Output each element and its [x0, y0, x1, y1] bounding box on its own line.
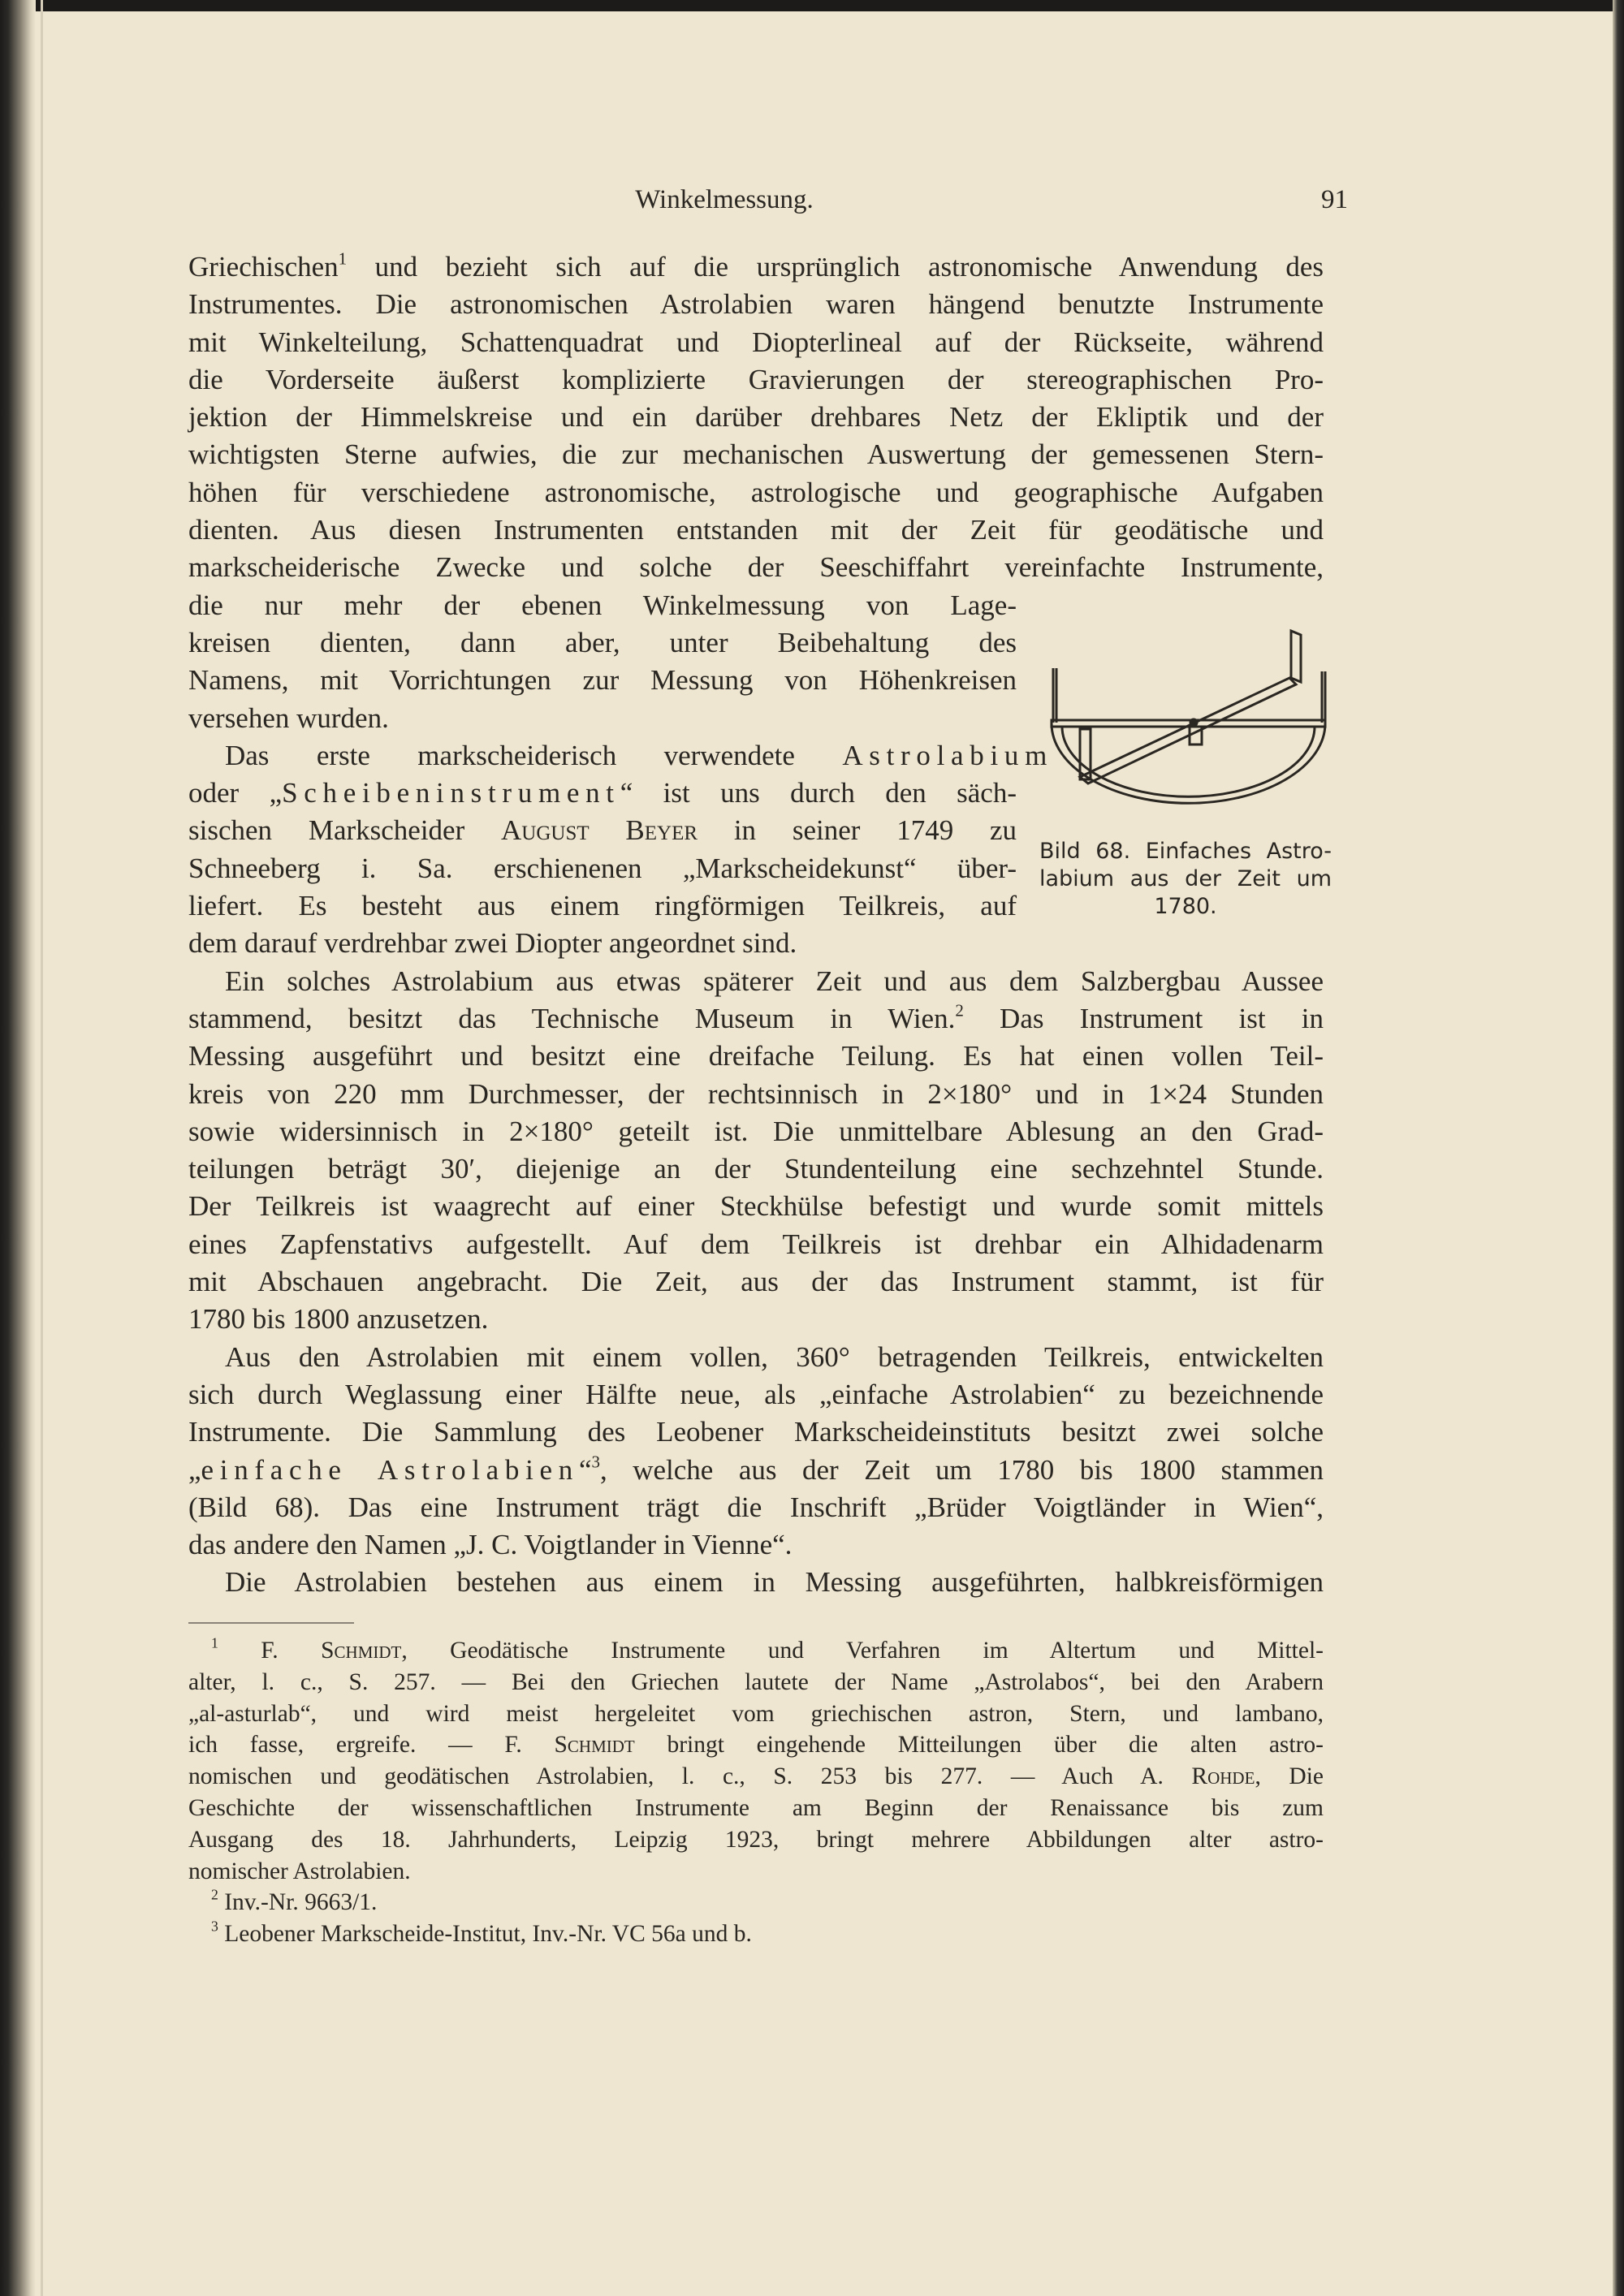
text-run: kreis von 220 mm Durchmesser, der rechtsinnisch in 2×180° und in 1×24 Stunden: [188, 1077, 1324, 1110]
text-run: sich durch Weglassung einer Hälfte neue, als „einfache Astrolabien“ zu bezeichnende: [188, 1378, 1324, 1410]
text-run: nomischen und geodätischen Astrolabien, l. c., S. 253 bis 277. — Auch A.: [188, 1763, 1192, 1790]
text-line: [188, 700, 1017, 737]
text-run: versehen wurden.: [188, 701, 389, 734]
text-line: [188, 662, 1017, 699]
text-line: [188, 1793, 1324, 1824]
alidade-right-diopter: [1291, 631, 1301, 682]
text-line: [188, 1113, 1324, 1150]
text-line: [188, 1226, 1324, 1263]
text-run: mit Winkelteilung, Schattenquadrat und Diopterlineal auf der Rückseite, während: [188, 326, 1324, 358]
figure-caption: [1039, 838, 1332, 921]
text-line: [188, 812, 1017, 849]
text-line: [188, 248, 1324, 286]
caption-line: 1780.: [1154, 894, 1217, 919]
text-line: [188, 887, 1017, 925]
text-line: [188, 549, 1324, 586]
page-number: 91: [1321, 185, 1348, 214]
running-title: Winkelmessung.: [635, 185, 814, 214]
text-run: Schmidt: [554, 1732, 635, 1759]
text-run: Das Instrument ist in: [963, 1002, 1324, 1034]
text-line: [188, 850, 1017, 887]
text-line: [188, 474, 1324, 511]
text-run: „al-asturlab“, und wird meist hergeleitet vom griechischen astron, Stern, und lambano,: [188, 1700, 1324, 1727]
text-line: [188, 1887, 1324, 1918]
text-line: [188, 1188, 1324, 1225]
text-run: Leobener Markscheide-Institut, Inv.-Nr. VC 56a und b.: [218, 1921, 752, 1948]
text-run: Messing ausgeführt und besitzt eine dreifache Teilung. Es hat einen vollen Teil-: [188, 1040, 1324, 1072]
text-run: Inv.-Nr. 9663/1.: [218, 1889, 378, 1916]
text-run: dienten. Aus diesen Instrumenten entstanden mit der Zeit für geodätische und: [188, 514, 1324, 546]
text-run: kreisen dienten, dann aber, unter Beibehaltung des: [188, 626, 1017, 658]
text-line: [188, 1564, 1324, 1601]
text-run: oder „: [188, 777, 283, 809]
text-run: liefert. Es besteht aus einem ringförmigen Teilkreis, auf: [188, 890, 1017, 922]
text-run: 1780 bis 1800 anzusetzen.: [188, 1303, 489, 1336]
paragraph: [188, 1339, 1324, 1564]
text-run: F.: [218, 1638, 322, 1664]
running-header: [188, 185, 1348, 222]
text-line: [188, 1635, 1324, 1667]
text-run: Das erste markscheiderisch verwendete: [225, 739, 843, 771]
text-line: [188, 1729, 1324, 1761]
text-line: [188, 1339, 1324, 1376]
text-run: Die Astrolabien bestehen aus einem in Messing ausgeführten, halbkreisförmigen: [225, 1566, 1324, 1599]
text-run: in seiner 1749 zu: [698, 814, 1017, 847]
text-run: Instrumentes. Die astronomischen Astrolabien waren hängend benutzte Instrumente: [188, 288, 1324, 321]
text-line: [188, 587, 1017, 624]
text-run: und bezieht sich auf die ursprünglich astronomische Anwendung des: [347, 251, 1324, 283]
caption-line: Bild 68. Einfaches Astro-: [1039, 839, 1332, 864]
text-line: [188, 1667, 1324, 1698]
paragraph: [188, 963, 1324, 1339]
text-run: nomischer Astrolabien.: [188, 1858, 411, 1884]
footnote-marker: 2: [211, 1887, 218, 1903]
text-line: [188, 1376, 1324, 1413]
text-run: Rohde: [1191, 1763, 1255, 1790]
text-line: [188, 1150, 1324, 1188]
text-run: sischen Markscheider: [188, 814, 502, 847]
text-line: [188, 1000, 1324, 1038]
text-line: [188, 436, 1324, 473]
text-run: Griechischen: [188, 251, 339, 283]
text-run: stammend, besitzt das Technische Museum in Wien.: [188, 1002, 956, 1034]
text-line: [188, 1489, 1324, 1526]
text-line: [188, 1301, 1324, 1338]
page-gutter: [41, 0, 43, 2296]
alidade-arm: [1080, 678, 1296, 783]
footnote: [188, 1918, 1324, 1950]
text-run: markscheiderische Zwecke und solche der Seeschiffahrt vereinfachte Instrumente,: [188, 551, 1324, 584]
text-run: die Vorderseite äußerst komplizierte Gravierungen der stereographischen Pro-: [188, 363, 1324, 395]
scan-top-edge: [0, 0, 1624, 11]
text-run: Namens, mit Vorrichtungen zur Messung von Höhenkreisen: [188, 664, 1017, 697]
text-line: [188, 624, 1017, 662]
footnotes: [188, 1635, 1324, 1950]
text-line: [188, 286, 1324, 323]
footnote-marker: 3: [591, 1451, 600, 1471]
footnote-marker: 2: [955, 1000, 964, 1021]
text-run: wichtigsten Sterne aufwies, die zur mechanischen Auswertung der gemessenen Stern-: [188, 438, 1324, 471]
footnote: [188, 1635, 1324, 1887]
text-run: Schmidt: [321, 1638, 402, 1664]
text-run: (Bild 68). Das eine Instrument trägt die Inschrift „Brüder Voigtländer in Wien“,: [188, 1491, 1324, 1523]
paragraph: [188, 1564, 1324, 1601]
footnote-marker: 1: [338, 248, 348, 269]
text-run: Ein solches Astrolabium aus etwas späterer Zeit und aus dem Salzbergbau Aussee: [225, 965, 1324, 997]
text-run: , welche aus der Zeit um 1780 bis 1800 stammen: [599, 1453, 1324, 1486]
text-line: [188, 361, 1324, 399]
text-line: [188, 1076, 1324, 1113]
text-run: einfache Astrolabien: [201, 1453, 579, 1486]
text-run: höhen für verschiedene astronomische, astrologische und geographische Aufgaben: [188, 476, 1324, 508]
text-run: bringt eingehende Mitteilungen über die alten astro-: [634, 1732, 1324, 1759]
text-line: [188, 324, 1324, 361]
text-run: teilungen beträgt 30′, diejenige an der Stundenteilung eine sechzehntel Stunde.: [188, 1153, 1324, 1185]
footnote-marker: 3: [211, 1918, 218, 1935]
text-run: , Geodätische Instrumente und Verfahren im Altertum und Mittel-: [401, 1638, 1324, 1664]
text-run: “ ist uns durch den säch-: [620, 777, 1017, 809]
text-line: [188, 1526, 1324, 1564]
text-line: [188, 399, 1324, 436]
text-line: [188, 963, 1324, 1000]
scan-left-edge: [0, 0, 36, 2296]
text-run: Geschichte der wissenschaftlichen Instrumente am Beginn der Renaissance bis zum: [188, 1794, 1324, 1821]
astrolabe-drawing: [1039, 617, 1348, 828]
text-run: das andere den Namen „J. C. Voigtlander in Vienne“.: [188, 1529, 793, 1561]
scan-right-edge: [1613, 0, 1624, 2296]
text-run: jektion der Himmelskreise und ein darüber drehbares Netz der Ekliptik und der: [188, 401, 1324, 434]
text-line: [188, 1761, 1324, 1793]
text-line: [188, 1413, 1324, 1451]
text-run: ich fasse, ergreife. — F.: [188, 1732, 555, 1759]
text-run: Der Teilkreis ist waagrecht auf einer Steckhülse befestigt und wurde somit mittels: [188, 1190, 1324, 1223]
footnote-marker: 1: [211, 1634, 218, 1651]
text-run: Scheibeninstrument: [282, 777, 620, 809]
footnote: [188, 1887, 1324, 1918]
text-line: [188, 1452, 1324, 1489]
text-run: mit Abschauen angebracht. Die Zeit, aus der das Instrument stammt, ist für: [188, 1266, 1324, 1298]
footnote-rule: [188, 1622, 354, 1624]
text-line: [188, 1698, 1324, 1730]
text-line: [188, 737, 1053, 775]
text-run: Aus den Astrolabien mit einem vollen, 360° betragenden Teilkreis, entwickelten: [225, 1340, 1324, 1373]
text-run: dem darauf verdrehbar zwei Diopter angeordnet sind.: [188, 927, 797, 960]
text-run: Ausgang des 18. Jahrhunderts, Leipzig 1923, bringt mehrere Abbildungen alter astro-: [188, 1826, 1324, 1853]
caption-line: labium aus der Zeit um: [1039, 866, 1332, 891]
text-run: Astrolabium: [842, 739, 1053, 771]
text-line: [188, 775, 1017, 812]
text-run: “: [578, 1453, 592, 1486]
text-line: [188, 511, 1324, 549]
text-run: August Beyer: [501, 814, 698, 847]
text-run: , Die: [1255, 1763, 1324, 1790]
text-run: die nur mehr der ebenen Winkelmessung von Lage-: [188, 589, 1017, 621]
text-line: [188, 1824, 1324, 1856]
text-run: Schneeberg i. Sa. erschienenen „Markscheidekunst“ über-: [188, 852, 1017, 884]
text-line: [188, 1856, 1324, 1888]
figure-68: [1039, 617, 1348, 926]
text-run: sowie widersinnisch in 2×180° geteilt ist. Die unmittelbare Ablesung an den Grad-: [188, 1115, 1324, 1147]
text-run: eines Zapfenstativs aufgestellt. Auf dem Teilkreis ist drehbar ein Alhidadenarm: [188, 1228, 1324, 1260]
text-line: [188, 925, 1017, 962]
text-line: [188, 1918, 1324, 1950]
text-run: alter, l. c., S. 257. — Bei den Griechen lautete der Name „Astrolabos“, bei den Arabern: [188, 1668, 1324, 1695]
text-run: „: [188, 1453, 201, 1486]
text-line: [188, 1263, 1324, 1301]
text-run: Instrumente. Die Sammlung des Leobener Markscheideinstituts besitzt zwei solche: [188, 1416, 1324, 1448]
text-line: [188, 1038, 1324, 1075]
